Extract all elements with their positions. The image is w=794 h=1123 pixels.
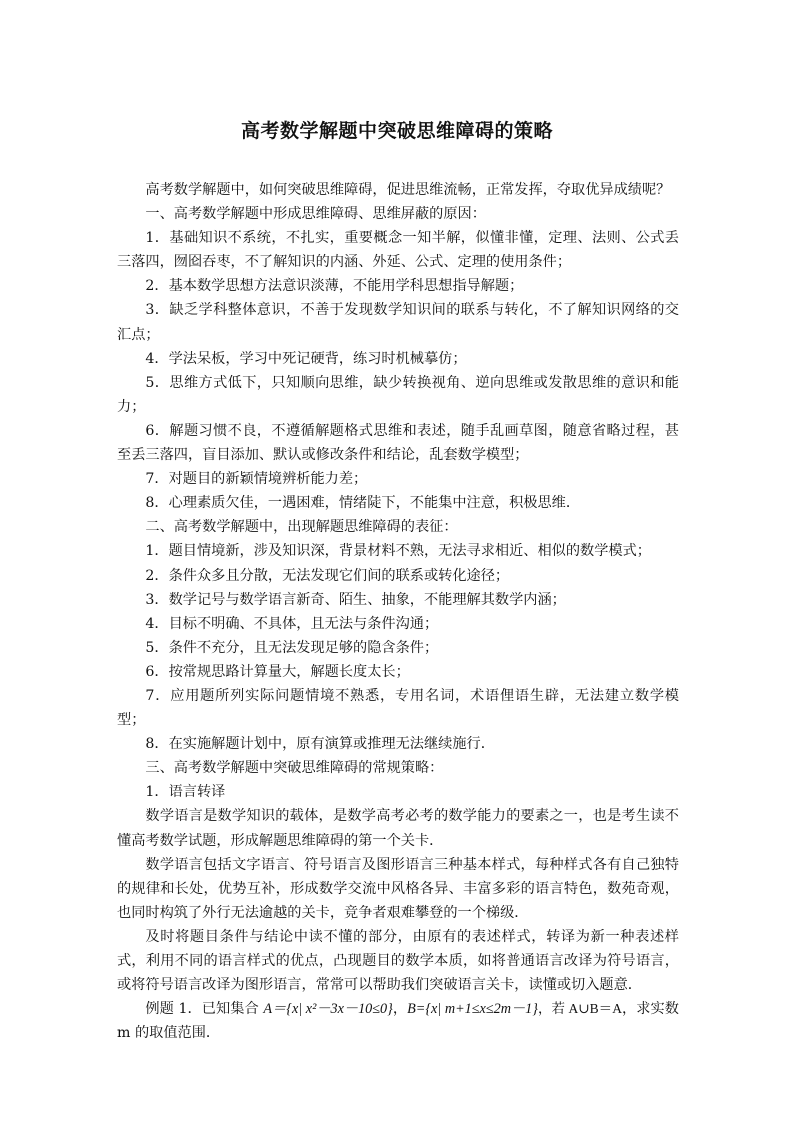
example-condition: ，若 A∪B＝A [537, 1001, 622, 1017]
list-item: 1．基础知识不系统，不扎实，重要概念一知半解，似懂非懂，定理、法则、公式丢三落四，囫囵吞枣，不了解知识的内涵、外延、公式、定理的使用条件； [117, 230, 679, 271]
example-paragraph [117, 997, 679, 1045]
section-heading-1: 一、高考数学解题中形成思维障碍、思维屏蔽的原因： [145, 206, 486, 223]
body-paragraph: 数学语言包括文字语言、符号语言及图形语言三种基本样式，每种样式各有自己独特的规律和长处，优势互补，形成数学交流中风格各异、丰富多彩的语言特色，数苑奇观，也同时构筑了外行无法逾越的关卡，竞争者艰难攀登的一个梯级． [117, 856, 679, 921]
list-item: 5．思维方式低下，只知顺向思维，缺少转换视角、逆向思维或发散思维的意识和能力； [117, 374, 679, 415]
section-heading-3: 三、高考数学解题中突破思维障碍的常规策略： [145, 760, 444, 777]
set-b-formula: B={x| m+1≤x≤2m－1} [407, 1001, 538, 1018]
list-item: 8．在实施解题计划中，原有演算或推理无法继续施行． [145, 736, 495, 753]
example-question: ，求实数 m 的取值范围． [117, 1001, 679, 1042]
list-item: 4．学法呆板，学习中死记硬背，练习时机械摹仿； [145, 350, 467, 367]
list-item: 6．按常规思路计算量大，解题长度太长； [145, 663, 410, 680]
list-item: 3．缺乏学科整体意识，不善于发现数学知识间的联系与转化，不了解知识网络的交汇点； [117, 302, 679, 343]
list-item: 7．应用题所列实际问题情境不熟悉，专用名词，术语俚语生辟，无法建立数学模型； [117, 687, 679, 729]
body-paragraph: 及时将题目条件与结论中读不懂的部分，由原有的表述样式，转译为新一种表述样式，利用不同的语言样式的优点，凸现题目的数学本质，如将普通语言改译为符号语言，或将符号语言改译为图形语言，常常可以帮助我们突破语言关卡，读懂或切入题意． [117, 928, 679, 994]
list-item: 2．条件众多且分散，无法发现它们间的联系或转化途径； [145, 567, 510, 584]
list-item: 2．基本数学思想方法意识淡薄，不能用学科思想指导解题； [145, 278, 524, 295]
example-separator: ， [392, 1001, 408, 1018]
list-item: 8．心理素质欠佳，一遇困难，情绪陡下，不能集中注意，积极思维． [145, 495, 581, 512]
intro-paragraph: 高考数学解题中，如何突破思维障碍，促进思维流畅，正常发挥，夺取优异成绩呢？ [145, 182, 671, 198]
document-title: 高考数学解题中突破思维障碍的策略 [240, 120, 553, 142]
body-paragraph: 数学语言是数学知识的载体，是数学高考必考的数学能力的要素之一，也是考生读不懂高考数学试题，形成解题思维障碍的第一个关卡． [117, 808, 679, 849]
section-heading-2: 二、高考数学解题中，出现解题思维障碍的表征： [145, 519, 458, 536]
list-item: 1．题目情境新，涉及知识深，背景材料不熟，无法寻求相近、相似的数学模式； [145, 543, 651, 560]
list-item: 7．对题目的新颖情境辨析能力差； [145, 471, 368, 488]
example-lead: 例题 1．已知集合 [145, 1001, 259, 1018]
list-item: 3．数学记号与数学语言新奇、陌生、抽象，不能理解其数学内涵； [145, 591, 566, 608]
subsection-heading: 1．语言转译 [145, 784, 226, 801]
list-item: 4．目标不明确、不具体，且无法与条件沟通； [145, 615, 439, 632]
document-body [117, 178, 679, 1045]
set-a-formula: A＝{x| x²－3x－10≤0} [263, 1001, 393, 1018]
list-item: 6．解题习惯不良，不遵循解题格式思维和表述，随手乱画草图，随意省略过程，甚至丢三落四，盲目添加、默认或修改条件和结论，乱套数学模型； [117, 422, 679, 464]
list-item: 5．条件不充分，且无法发现足够的隐含条件； [145, 639, 439, 656]
